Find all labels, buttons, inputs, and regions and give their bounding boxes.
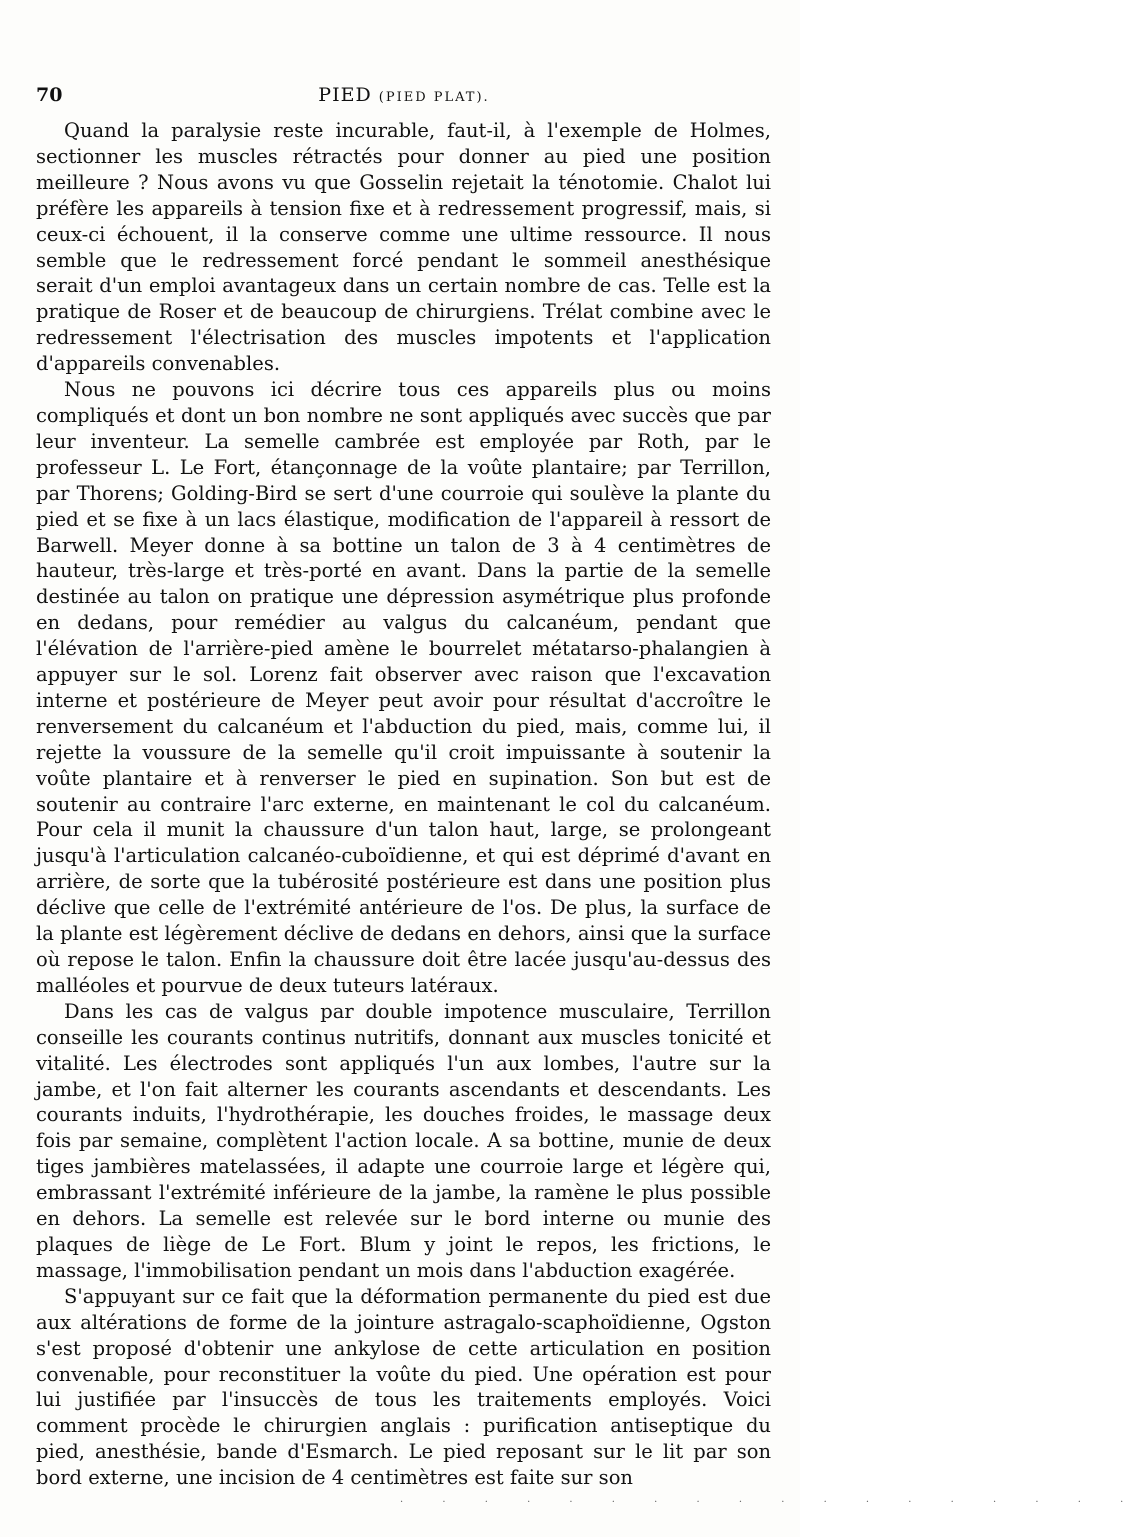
running-title-subtitle: (PIED PLAT).: [378, 90, 490, 105]
paragraph-3: Dans les cas de valgus par double impotence musculaire, Terrillon conseille les courants continus nutritifs, donnant aux muscles tonicité et vitalité. Les électrodes sont appliqués l'un aux lombes, l'autre sur la jambe, et l'on fait alterner les courants ascendants et descendants. Les courants induits, l'hydrothérapie, les douches froides, le massage deux fois par semaine, complètent l'action locale. A sa bottine, munie de deux tiges jambières matelassées, il adapte une courroie large et légère qui, embrassant l'extrémité inférieure de la jambe, la ramène le plus possible en dehors. La semelle est relevée sur le bord interne ou munie des plaques de liège de Le Fort. Blum y joint le repos, les frictions, le massage, l'immobilisation pendant un mois dans l'abduction exagérée.: [36, 999, 771, 1282]
running-title: [36, 84, 772, 106]
paragraph-2: Nous ne pouvons ici décrire tous ces appareils plus ou moins compliqués et dont un bon nombre ne sont appliqués avec succès que par leur inventeur. La semelle cambrée est employée par Roth, par le professeur L. Le Fort, étançonnage de la voûte plantaire; par Terrillon, par Thorens; Golding-Bird se sert d'une courroie qui soulève la plante du pied et se fixe à un lacs élastique, modification de l'appareil à ressort de Barwell. Meyer donne à sa bottine un talon de 3 à 4 centimètres de hauteur, très-large et très-porté en avant. Dans la partie de la semelle destinée au talon on pratique une dépression asymétrique plus profonde en dedans, pour remédier au valgus du calcanéum, pendant que l'élévation de l'arrière-pied amène le bourrelet métatarso-phalangien à appuyer sur le sol. Lorenz fait observer avec raison que l'excavation interne et postérieure de Meyer peut avoir pour résultat d'accroître le renversement du calcanéum et l'abduction du pied, mais, comme lui, il rejette la voussure de la semelle qu'il croit impuissante à soutenir la voûte plantaire et à renverser le pied en supination. Son but est de soutenir au contraire l'arc externe, en maintenant le col du calcanéum. Pour cela il munit la chaussure d'un talon haut, large, se prolongeant jusqu'à l'articulation calcanéo-cuboïdienne, et qui est déprimé d'avant en arrière, de sorte que la tubérosité postérieure est dans une position plus déclive que celle de l'extrémité antérieure de l'os. De plus, la surface de la plante est légèrement déclive de dedans en dehors, ainsi que la surface où repose le talon. Enfin la chaussure doit être lacée jusqu'au-dessus des malléoles et pourvue de deux tuteurs latéraux.: [36, 378, 771, 997]
body-text: [36, 118, 771, 1491]
page-number: 70: [36, 84, 63, 106]
running-head: [36, 84, 772, 108]
scan-specks: · · · · · · · · · · · · · · · · · ·: [400, 1497, 1141, 1508]
running-title-main: PIED: [318, 84, 372, 106]
paragraph-4: S'appuyant sur ce fait que la déformation permanente du pied est due aux altérations de forme de la jointure astragalo-scaphoïdienne, Ogston s'est proposé d'obtenir une ankylose de cette articulation en position convenable, pour reconstituer la voûte du pied. Une opération est pour lui justifiée par l'insuccès de tous les traitements employés. Voici comment procède le chirurgien anglais : purification antiseptique du pied, anesthésie, bande d'Esmarch. Le pied reposant sur le lit par son bord externe, une incision de 4 centimètres est faite sur son: [36, 1284, 771, 1490]
paragraph-1: Quand la paralysie reste incurable, faut-il, à l'exemple de Holmes, sectionner les muscles rétractés pour donner au pied une position meilleure ? Nous avons vu que Gosselin rejetait la ténotomie. Chalot lui préfère les appareils à tension fixe et à redressement progressif, mais, si ceux-ci échouent, il la conserve comme une ultime ressource. Il nous semble que le redressement forcé pendant le sommeil anesthésique serait d'un emploi avantageux dans un certain nombre de cas. Telle est la pratique de Roser et de beaucoup de chirurgiens. Trélat combine avec le redressement l'électrisation des muscles impotents et l'application d'appareils convenables.: [36, 119, 771, 376]
